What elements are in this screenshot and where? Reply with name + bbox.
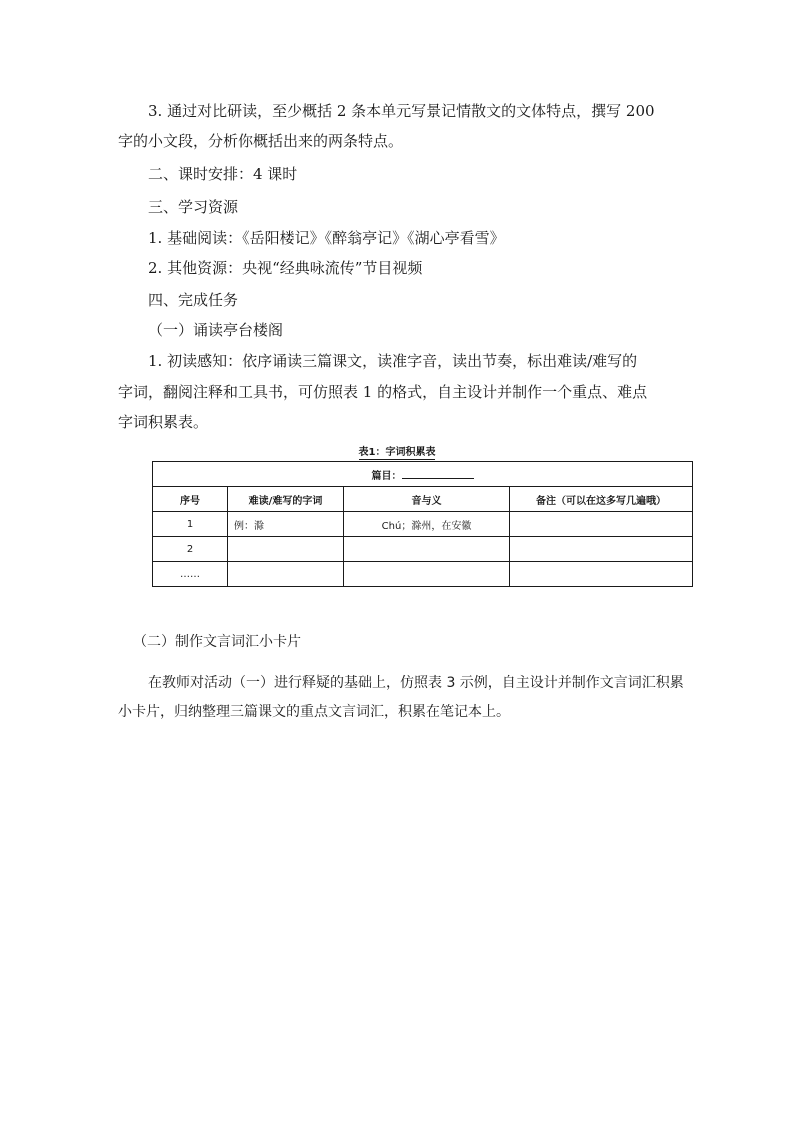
paragraph-line: 字词，翻阅注释和工具书，可仿照表 1 的格式，自主设计并制作一个重点、难点: [118, 383, 648, 401]
title-label: 篇目：: [371, 470, 402, 482]
header-cell: 音与义: [344, 487, 510, 512]
header-cell: 序号: [153, 487, 228, 512]
title-cell: [153, 462, 693, 487]
resource-item: 2. 其他资源：央视“经典咏流传”节目视频: [148, 259, 423, 277]
table-row: [153, 562, 693, 587]
table-row: [153, 537, 693, 562]
paragraph-line: 3. 通过对比研读，至少概括 2 条本单元写景记情散文的文体特点，撰写 200: [148, 102, 655, 120]
section-heading: 四、完成任务: [148, 291, 239, 309]
vocabulary-table: [152, 461, 693, 587]
table-cell: [510, 537, 693, 562]
paragraph-line: 1. 初读感知：依序诵读三篇课文，读准字音，读出节奏，标出难读/难写的: [148, 352, 638, 370]
table-cell: ……: [153, 562, 228, 587]
table-cell: 例：滁: [228, 512, 344, 537]
paragraph-line: 字的小文段，分析你概括出来的两条特点。: [118, 132, 404, 150]
header-cell: 难读/难写的字词: [228, 487, 344, 512]
table-caption: 表1：字词积累表: [358, 447, 436, 458]
table-cell: 2: [153, 537, 228, 562]
paragraph-line: 小卡片，归纳整理三篇课文的重点文言词汇，积累在笔记本上。: [118, 704, 510, 720]
table-cell: [510, 562, 693, 587]
title-blank: [402, 468, 474, 479]
paragraph-line: 在教师对活动（一）进行释疑的基础上，仿照表 3 示例，自主设计并制作文言词汇积累: [148, 675, 684, 691]
section-heading: 三、学习资源: [148, 198, 239, 216]
section-heading: 二、课时安排：4 课时: [148, 165, 298, 183]
table-cell: [228, 537, 344, 562]
table-cell: [344, 537, 510, 562]
header-cell: 备注（可以在这多写几遍哦）: [510, 487, 693, 512]
paragraph-line: 字词积累表。: [118, 413, 209, 431]
table-header-row: [153, 487, 693, 512]
table-cell: Chú；滁州，在安徽: [344, 512, 510, 537]
subsection-heading: （二）制作文言词汇小卡片: [133, 634, 301, 650]
resource-item: 1. 基础阅读：《岳阳楼记》《醉翁亭记》《湖心亭看雪》: [148, 229, 505, 247]
table-cell: [344, 562, 510, 587]
table-row: [153, 512, 693, 537]
table-cell: [228, 562, 344, 587]
table-cell: [510, 512, 693, 537]
table-title-row: [153, 462, 693, 487]
subsection-heading: （一）诵读亭台楼阁: [148, 321, 284, 339]
table-cell: 1: [153, 512, 228, 537]
